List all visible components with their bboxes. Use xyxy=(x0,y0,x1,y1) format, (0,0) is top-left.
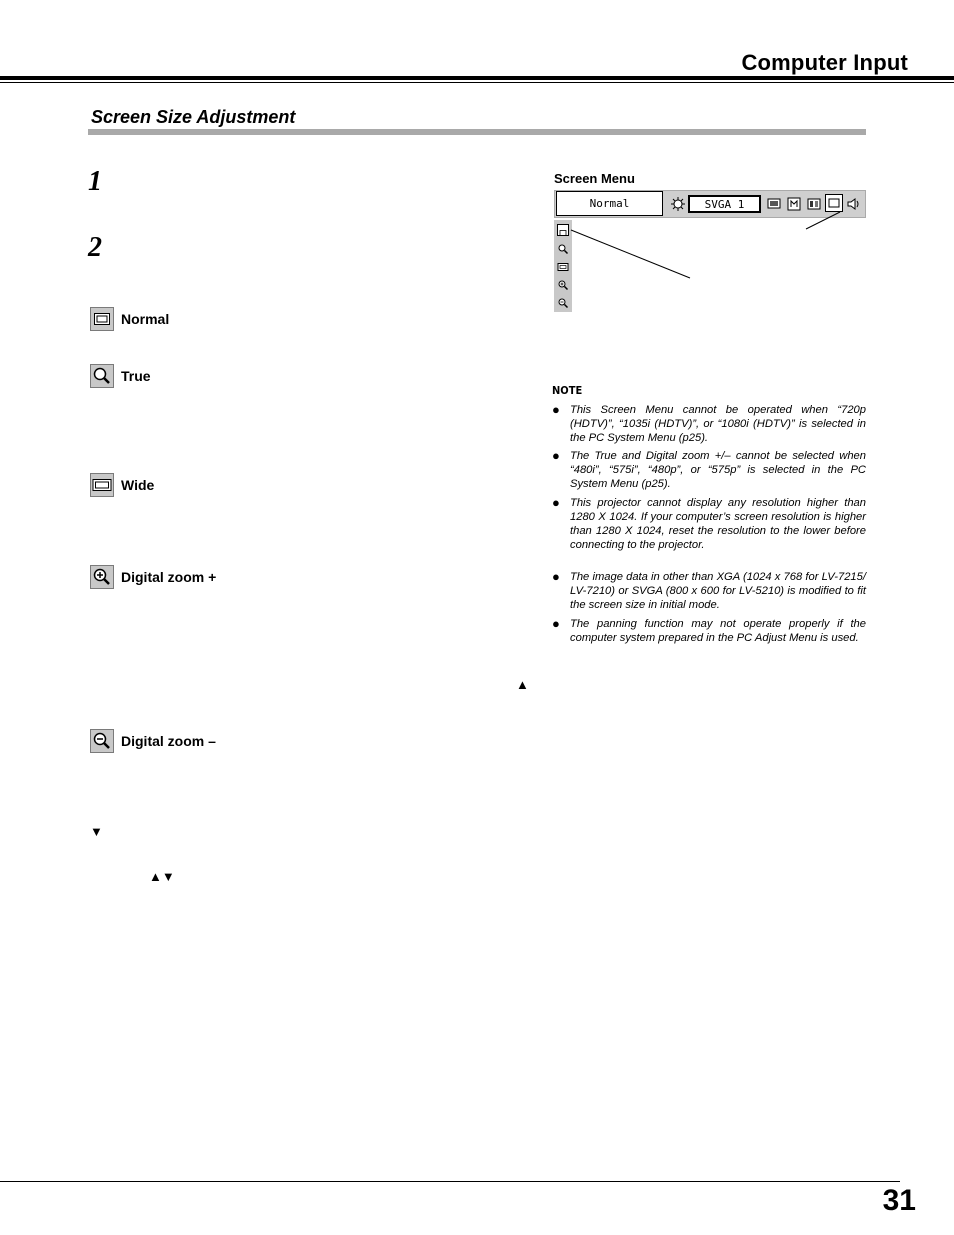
note-text: This Screen Menu cannot be operated when “720p (HDTV)”, “1035i (HDTV)”, or “1080i (HDTV)” is selected in the PC System Menu (p25). xyxy=(570,404,866,444)
zoom-in-icon xyxy=(90,565,114,589)
step-number-2: 2 xyxy=(88,232,102,263)
bullet-icon: ● xyxy=(552,402,560,417)
note-item xyxy=(552,570,866,612)
screen-menu-caption: Screen Menu xyxy=(554,171,635,186)
note-item xyxy=(552,617,866,645)
option-label-digital-zoom-minus: Digital zoom – xyxy=(121,733,216,749)
note-text: This projector cannot display any resolution higher than 1280 X 1024. If your computer’s screen resolution is higher than 1280 X 1024, reset the resolution to the lower before connecting to the projector. xyxy=(570,497,866,551)
bullet-icon: ● xyxy=(552,495,560,510)
down-arrow-symbol: ▼ xyxy=(90,824,103,839)
up-arrow-symbol: ▲ xyxy=(516,677,529,692)
bullet-icon: ● xyxy=(552,569,560,584)
option-label-normal: Normal xyxy=(121,311,170,327)
note-text: The panning function may not operate properly if the computer system prepared in the PC Adjust Menu is used. xyxy=(570,618,866,644)
option-label-true: True xyxy=(121,368,151,384)
true-magnifier-icon xyxy=(90,364,114,388)
bullet-icon: ● xyxy=(552,448,560,463)
page-number: 31 xyxy=(882,1184,916,1217)
footer-rule xyxy=(0,1181,900,1182)
chapter-title: Computer Input xyxy=(741,50,908,75)
option-label-wide: Wide xyxy=(121,477,155,493)
note-item xyxy=(552,449,866,491)
wide-screen-icon xyxy=(90,473,114,497)
note-heading: NOTE xyxy=(552,384,583,397)
option-label-digital-zoom-plus: Digital zoom + xyxy=(121,569,217,585)
input-source-display: SVGA 1 xyxy=(688,195,761,213)
note-text: The True and Digital zoom +/– cannot be selected when “480i”, “575i”, “480p”, or “575p” is selected in the PC System Menu (p25). xyxy=(570,450,866,490)
zoom-out-icon xyxy=(90,729,114,753)
note-text: The image data in other than XGA (1024 x 768 for LV-7215/ LV-7210) or SVGA (800 x 600 for LV-5210) is modified to fit the screen size in initial mode. xyxy=(570,571,866,611)
section-title: Screen Size Adjustment xyxy=(91,107,296,127)
bullet-icon: ● xyxy=(552,616,560,631)
up-down-arrow-symbols: ▲▼ xyxy=(149,869,175,884)
step-number-1: 1 xyxy=(88,166,102,197)
screen-mode-display: Normal xyxy=(556,191,663,216)
note-item xyxy=(552,403,866,445)
note-item xyxy=(552,496,866,552)
callout-lines xyxy=(0,0,954,320)
